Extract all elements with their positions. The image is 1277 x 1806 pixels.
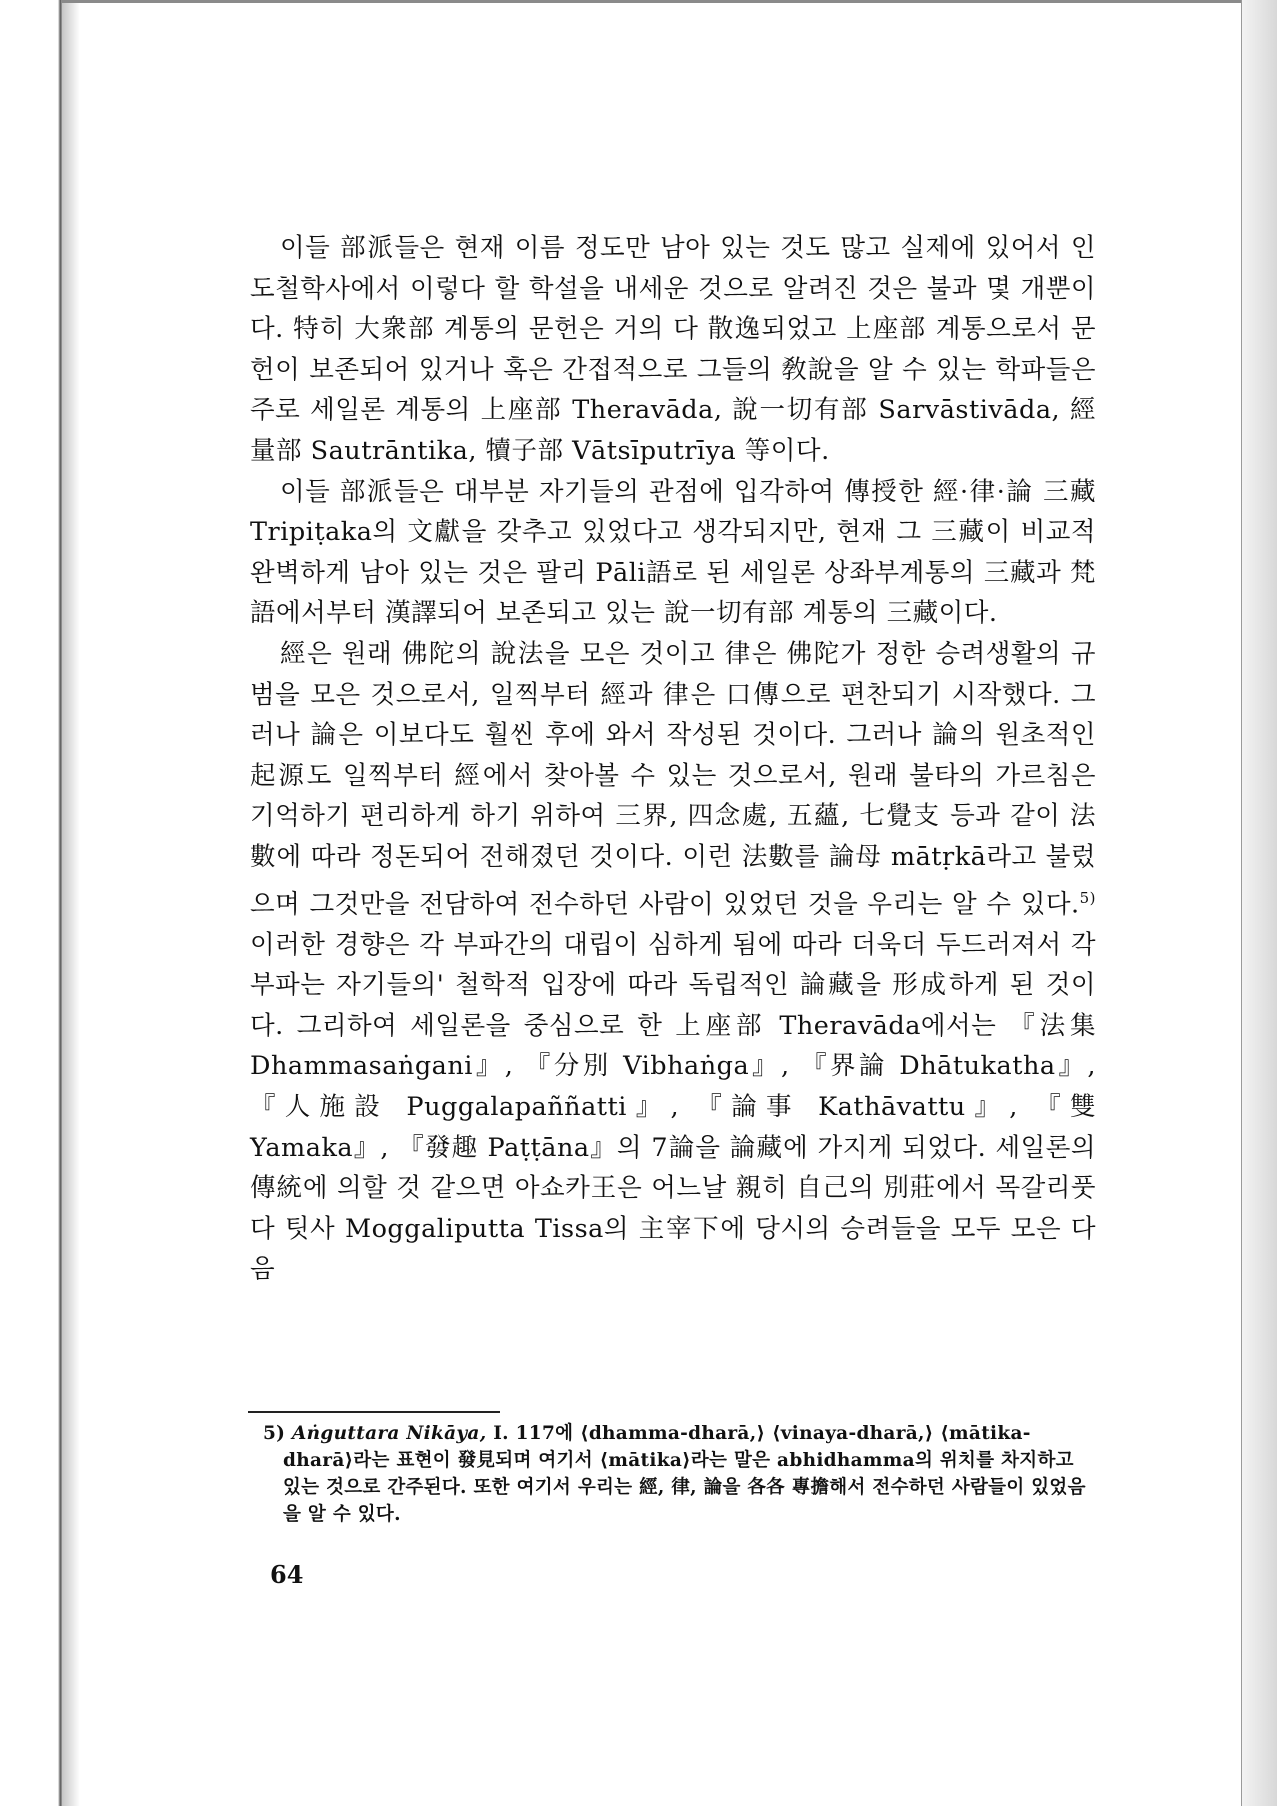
footnote-rule: [248, 1411, 500, 1413]
page-right-shadow: [1242, 0, 1277, 1806]
footnote-title: Aṅguttara Nikāya,: [291, 1423, 487, 1444]
footnote-marker: 5): [263, 1423, 286, 1444]
paragraph-4-text: 이러한 경향은 각 부파간의 대립이 심하게 됨에 따라 더욱더 두드러져서 각 부파는 자기들의' 철학적 입장에 따라 독립적인 論藏을 形成하게 된 것이다. 그리하여 세일론을 중심으로 한 上座部 Theravāda에서는 『法集 Dhammasaṅgani』, 『分別 Vibhaṅga』, 『界論 Dhātukatha』, 『人施設 Puggalapaññatti』, 『論事 Kathāvattu』, 『雙 Yamaka』, 『發趣 Paṭṭāna』의 7論을 論藏에 가지게 되었다. 세일론의 傳統에 의할 것 같으면 아쇼카王은 어느날 親히 自己의 別莊에서 목갈리풋다 팃사 Moggaliputta Tissa의 主宰下에 당시의 승려들을 모두 모은 다음: [250, 929, 1096, 1285]
footnote: [263, 1420, 1095, 1528]
footnote-first-line: [263, 1420, 1095, 1447]
footnote-reference: 5): [1079, 888, 1096, 907]
footnote-line1: I. 117에 ⟨dhamma-dharā,⟩ ⟨vinaya-dharā,⟩ ⟨mātika-: [493, 1423, 1031, 1444]
page-top-edge: [62, 0, 1242, 3]
footnote-continuation: dharā⟩라는 표현이 發見되며 여기서 ⟨mātika⟩라는 말은 abhidhamma의 위치를 차지하고 있는 것으로 간주된다. 또한 여기서 우리는 經, 律, 論을 各各 專擔해서 전수하던 사람들이 있었음을 알 수 있다.: [283, 1450, 1086, 1525]
main-text: [250, 228, 1096, 1290]
paragraph-2: 이들 部派들은 대부분 자기들의 관점에 입각하여 傳授한 經·律·論 三藏 Tripiṭaka의 文獻을 갖추고 있었다고 생각되지만, 현재 그 三藏이 비교적 완벽하게 남아 있는 것은 팔리 Pāli語로 된 세일론 상좌부계통의 三藏과 梵語에서부터 漢譯되어 보존되고 있는 說一切有部 계통의 三藏이다.: [250, 476, 1096, 629]
paragraph-1: 이들 部派들은 현재 이름 정도만 남아 있는 것도 많고 실제에 있어서 인도철학사에서 이렇다 할 학설을 내세운 것으로 알려진 것은 불과 몇 개뿐이다. 特히 大衆部 계통의 문헌은 거의 다 散逸되었고 上座部 계통으로서 문헌이 보존되어 있거나 혹은 간접적으로 그들의 敎說을 알 수 있는 학파들은 주로 세일론 계통의 上座部 Theravāda, 說一切有部 Sarvāstivāda, 經量部 Sautrāntika, 犢子部 Vātsīputrīya 等이다.: [250, 233, 1096, 466]
paragraph-3-text: 經은 원래 佛陀의 說法을 모은 것이고 律은 佛陀가 정한 승려생활의 규범을 모은 것으로서, 일찍부터 經과 律은 口傳으로 편찬되기 시작했다. 그러나 論은 이보다도 훨씬 후에 와서 작성된 것이다. 그러나 論의 원초적인 起源도 일찍부터 經에서 찾아볼 수 있는 것으로서, 원래 불타의 가르침은 기억하기 편리하게 하기 위하여 三界, 四念處, 五蘊, 七覺支 등과 같이 法數에 따라 정돈되어 전해졌던 것이다. 이런 法數를 論母 mātṛkā라고 불렀으며 그것만을 전담하여 전수하던 사람이 있었던 것을 우리는 알 수 있다.: [250, 638, 1096, 919]
page-number: 64: [270, 1560, 304, 1589]
paragraph-3: [250, 634, 1096, 1290]
page-edge-left: [0, 0, 62, 1806]
page-binding-shadow: [60, 0, 80, 1806]
